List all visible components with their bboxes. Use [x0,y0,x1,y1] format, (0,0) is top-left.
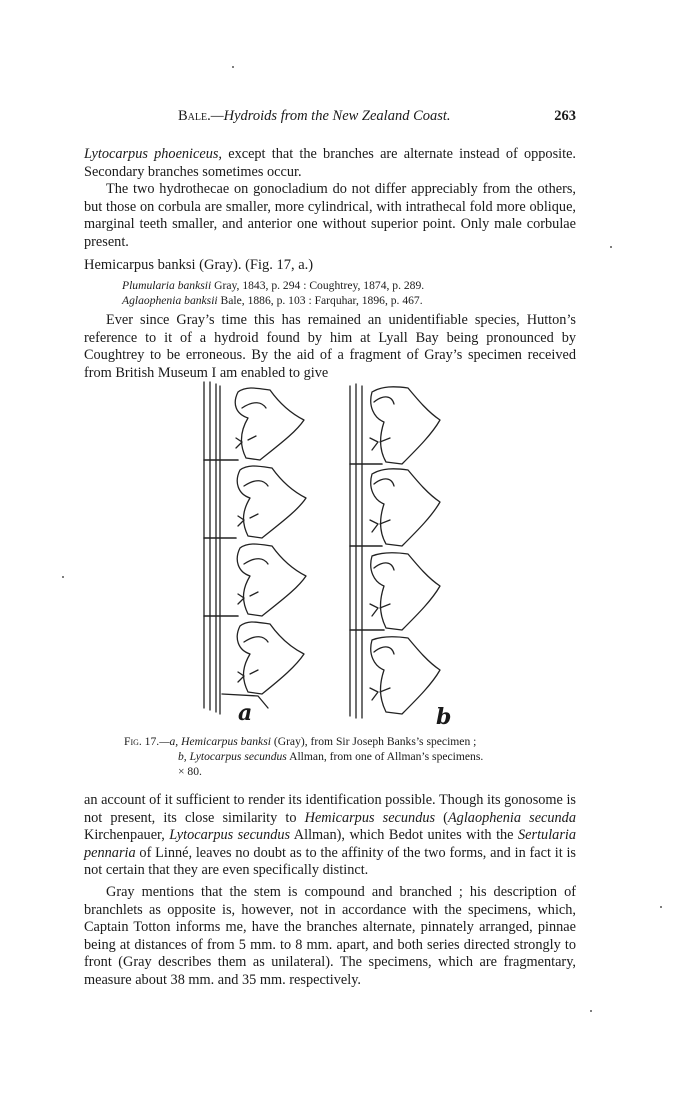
figure-17-drawing [196,378,466,728]
synonymy-list [122,278,572,308]
caption-magnification: × 80. [178,765,202,778]
specimen-a [204,382,306,714]
caption-b-marker: b, [178,750,190,763]
history-paragraph: Ever since Gray’s time this has remained an unidentifiable species, Hutton’s reference to it of a hydroid found by him at Lyall Bay being pronounced by Coughtrey to be erroneous. By the aid of a fragment of Gray’s specimen received from British Museum I am enabled to give [84,312,576,381]
top-paragraph [84,146,576,252]
identification-paragraph [84,792,576,880]
scan-speck [590,1010,592,1012]
text-run: ( [435,809,448,826]
hydrothecae-paragraph: The two hydrothecae on gonocladium do not differ appreciably from the others, but those on corbula are smaller, more cylindrical, with intrathecal fold more oblique, marginal teeth smaller, and anterior one without superior point. Only male corbulae present. [84,181,576,250]
figure-label-a: a [238,700,253,726]
caption-line [124,749,564,764]
synonym-line [122,278,572,293]
species-name: Aglaophenia secunda [447,809,576,826]
species-heading-rest: (Gray). (Fig. 17, a.) [195,257,314,273]
continuation-text [84,146,576,181]
scan-speck [232,66,234,68]
paragraph-before-figure [84,312,576,382]
caption-text-a: (Gray), from Sir Joseph Banks’s specimen ; [270,735,477,748]
species-name: Sertularia pennaria [84,827,576,861]
synonym-ref: Bale, 1886, p. 103 : Farquhar, 1896, p. 467. [217,294,423,307]
figure-caption [124,734,564,779]
species-name: Lytocarpus secundus [169,827,291,844]
synonym-name: Plumularia banksii [122,279,212,292]
text-run: Kirchenpauer, [84,827,170,844]
paragraph-after-figure [84,792,576,880]
scan-speck [610,246,612,248]
continuation-body: except that the branches are alternate instead of opposite. Secondary branches sometimes occur. [84,146,576,180]
figure-label-b: b [436,704,452,730]
article-title: —Hydroids from the New Zealand Coast. [210,108,451,124]
synonym-line [122,293,572,308]
caption-text-b: Allman, from one of Allman’s specimens. [286,750,484,763]
caption-a-marker: —a, [159,735,182,748]
page-number: 263 [554,108,576,124]
species-heading-name: Hemicarpus banksi [84,257,196,273]
author-name: Bale. [178,108,211,124]
text-run: of Linné, leaves no doubt as to the affinity of the two forms, and in fact it is not certain that they are even specifically distinct. [84,844,576,879]
scan-speck [62,576,64,578]
running-title [178,108,451,125]
last-paragraph [84,884,576,990]
caption-line [124,734,564,749]
stem-description-paragraph: Gray mentions that the stem is compound and branched ; his description of branchlets as opposite is, however, not in accordance with the specimens, which, Captain Totton informs me, have the branches alternate, pinnately arranged, pinnae being at distances of from 5 mm. to 8 mm. apart, and both series directed strongly to front (Gray describes them as unilateral). The specimens, which are fragmentary, measure about 38 mm. and 35 mm. respectively. [84,884,576,988]
species-name: Lytocarpus phoeniceus, [84,146,223,162]
synonym-ref: Gray, 1843, p. 294 : Coughtrey, 1874, p. 289. [211,279,425,292]
figure-17 [196,378,466,728]
scan-speck [660,906,662,908]
species-heading [84,257,313,274]
caption-fig-label: Fig. 17. [124,735,160,748]
text-run: an account of it sufficient to render its identification possible. Though its gonosome is not present, its close similarity to [84,792,576,826]
synonym-name: Aglaophenia banksii [122,294,218,307]
text-run: Allman), which Bedot unites with the [290,827,519,844]
caption-species-a: Hemicarpus banksi [181,735,271,748]
caption-species-b: Lytocarpus secundus [189,750,287,763]
running-header [84,108,576,130]
species-name: Hemicarpus secundus [304,809,436,826]
specimen-b [350,384,440,718]
